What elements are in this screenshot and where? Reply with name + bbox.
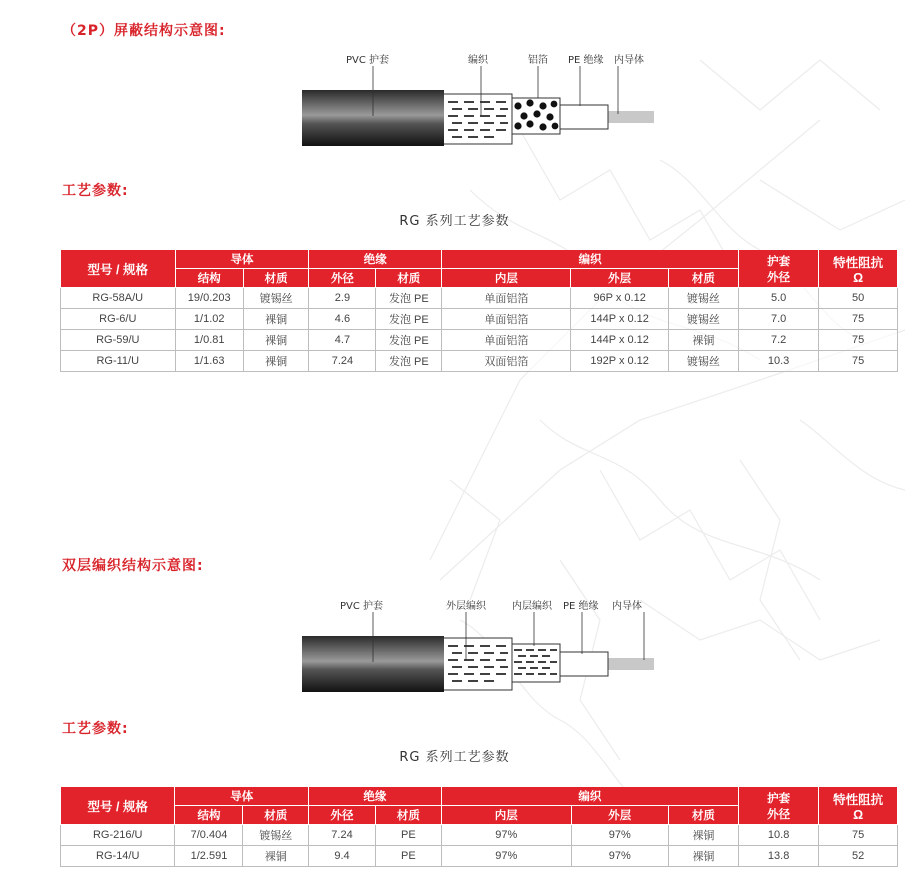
label-pvc-jacket: PVC 护套 xyxy=(346,55,390,66)
col-braid: 编织 xyxy=(442,250,739,269)
cell: 1/1.63 xyxy=(175,351,243,372)
col-insulation: 绝缘 xyxy=(309,250,442,269)
jacket-l2: 外径 xyxy=(767,271,791,284)
cell: 发泡 PE xyxy=(376,288,442,309)
cell: 5.0 xyxy=(739,288,819,309)
cell: RG-216/U xyxy=(61,825,175,846)
impedance-l2: Ω xyxy=(853,270,864,285)
cell: 1/0.81 xyxy=(175,330,243,351)
aluminum-foil-layer xyxy=(510,98,560,134)
col-jacket-od xyxy=(739,787,819,825)
outer-braid-layer xyxy=(442,638,512,690)
spec-table-2 xyxy=(60,787,898,867)
cell: 10.3 xyxy=(739,351,819,372)
table-row xyxy=(61,288,898,309)
cell: 7.2 xyxy=(739,330,819,351)
sub-braid-outer: 外层 xyxy=(571,269,668,288)
shielded-cable-diagram xyxy=(300,50,660,148)
cell: 4.7 xyxy=(309,330,376,351)
cell: 裸铜 xyxy=(243,330,309,351)
cell: PE xyxy=(376,825,442,846)
cell: 镀锡丝 xyxy=(243,825,309,846)
col-conductor: 导体 xyxy=(175,250,309,269)
cell: RG-11/U xyxy=(61,351,176,372)
col-model: 型号 / 规格 xyxy=(61,250,176,288)
cell: 2.9 xyxy=(309,288,376,309)
spec-table-1 xyxy=(60,250,898,372)
sub-conductor-structure: 结构 xyxy=(175,806,243,825)
cell: 75 xyxy=(819,825,898,846)
col-impedance xyxy=(819,787,898,825)
sub-conductor-structure: 结构 xyxy=(175,269,243,288)
cell: 97% xyxy=(571,846,668,867)
impedance-l2: Ω xyxy=(853,807,864,822)
sub-conductor-material: 材质 xyxy=(243,806,309,825)
cell: 镀锡丝 xyxy=(668,309,738,330)
cell: 75 xyxy=(819,351,898,372)
cell: 单面铝箔 xyxy=(442,309,571,330)
table-row xyxy=(61,825,898,846)
cell: 97% xyxy=(441,846,571,867)
cell: 13.8 xyxy=(739,846,819,867)
table-title-2: RG 系列工艺参数 xyxy=(399,750,510,765)
cell: 7/0.404 xyxy=(175,825,243,846)
jacket-l1: 护套 xyxy=(767,255,791,268)
cell: 裸铜 xyxy=(668,846,738,867)
cell: RG-58A/U xyxy=(61,288,176,309)
cell: 发泡 PE xyxy=(376,309,442,330)
cell: 镀锡丝 xyxy=(668,288,738,309)
label-pe-insulation: PE 绝缘 xyxy=(563,601,599,612)
label-aluminum-foil: 铝箔 xyxy=(528,55,548,66)
cell: 52 xyxy=(819,846,898,867)
inner-braid-layer xyxy=(510,644,560,682)
cell: PE xyxy=(376,846,442,867)
col-impedance xyxy=(819,250,898,288)
cell: 7.24 xyxy=(308,825,375,846)
shielded-structure-heading: （2P）屏蔽结构示意图: xyxy=(62,23,226,39)
sub-braid-material: 材质 xyxy=(668,806,738,825)
col-insulation: 绝缘 xyxy=(308,787,441,806)
process-params-heading-1: 工艺参数: xyxy=(62,183,129,199)
table-row xyxy=(61,846,898,867)
jacket-l1: 护套 xyxy=(767,792,791,805)
col-braid: 编织 xyxy=(441,787,738,806)
cell: 75 xyxy=(819,309,898,330)
cell: 96P x 0.12 xyxy=(571,288,668,309)
table-row xyxy=(61,309,898,330)
cell: 单面铝箔 xyxy=(442,288,571,309)
impedance-l1: 特性阻抗 xyxy=(833,255,884,270)
sub-braid-outer: 外层 xyxy=(571,806,668,825)
label-pvc-jacket: PVC 护套 xyxy=(340,601,384,612)
col-jacket-od xyxy=(739,250,819,288)
cell: 7.24 xyxy=(309,351,376,372)
table-title-1: RG 系列工艺参数 xyxy=(399,214,510,229)
col-conductor: 导体 xyxy=(175,787,309,806)
sub-insulation-material: 材质 xyxy=(376,269,442,288)
label-pe-insulation: PE 绝缘 xyxy=(568,55,604,66)
braid-layer xyxy=(442,94,512,144)
cell: 19/0.203 xyxy=(175,288,243,309)
label-inner-conductor: 内导体 xyxy=(614,55,644,66)
cell: 50 xyxy=(819,288,898,309)
cell: 裸铜 xyxy=(243,309,309,330)
label-outer-braid: 外层编织 xyxy=(446,601,486,612)
pe-insulation xyxy=(558,105,608,129)
cell: RG-14/U xyxy=(61,846,175,867)
cell: 裸铜 xyxy=(243,351,309,372)
pe-insulation xyxy=(558,652,608,676)
cell: 1/2.591 xyxy=(175,846,243,867)
cell: 裸铜 xyxy=(668,825,738,846)
cell: 9.4 xyxy=(308,846,375,867)
col-model: 型号 / 规格 xyxy=(61,787,175,825)
sub-braid-inner: 内层 xyxy=(441,806,571,825)
table-row xyxy=(61,351,898,372)
jacket-l2: 外径 xyxy=(767,808,791,821)
sub-insulation-material: 材质 xyxy=(376,806,442,825)
sub-braid-material: 材质 xyxy=(668,269,738,288)
process-params-heading-2: 工艺参数: xyxy=(62,721,129,737)
cell: 7.0 xyxy=(739,309,819,330)
cell: 1/1.02 xyxy=(175,309,243,330)
cell: 发泡 PE xyxy=(376,351,442,372)
cell: 144P x 0.12 xyxy=(571,309,668,330)
cell: 75 xyxy=(819,330,898,351)
cell: 镀锡丝 xyxy=(243,288,309,309)
cell: 单面铝箔 xyxy=(442,330,571,351)
label-braid: 编织 xyxy=(468,55,488,66)
double-braid-heading: 双层编织结构示意图: xyxy=(62,558,204,574)
cell: 裸铜 xyxy=(668,330,738,351)
cell: 4.6 xyxy=(309,309,376,330)
cell: 双面铝箔 xyxy=(442,351,571,372)
sub-braid-inner: 内层 xyxy=(442,269,571,288)
label-inner-conductor: 内导体 xyxy=(612,601,642,612)
label-inner-braid: 内层编织 xyxy=(512,601,552,612)
cell: RG-6/U xyxy=(61,309,176,330)
cell: 97% xyxy=(571,825,668,846)
sub-insulation-od: 外径 xyxy=(308,806,375,825)
table-row xyxy=(61,330,898,351)
cell: 镀锡丝 xyxy=(668,351,738,372)
sub-insulation-od: 外径 xyxy=(309,269,376,288)
double-braid-cable-diagram xyxy=(300,596,660,696)
cell: 裸铜 xyxy=(243,846,309,867)
cell: 97% xyxy=(441,825,571,846)
cell: 192P x 0.12 xyxy=(571,351,668,372)
sub-conductor-material: 材质 xyxy=(243,269,309,288)
cell: RG-59/U xyxy=(61,330,176,351)
impedance-l1: 特性阻抗 xyxy=(833,792,884,807)
cell: 10.8 xyxy=(739,825,819,846)
cell: 发泡 PE xyxy=(376,330,442,351)
cell: 144P x 0.12 xyxy=(571,330,668,351)
